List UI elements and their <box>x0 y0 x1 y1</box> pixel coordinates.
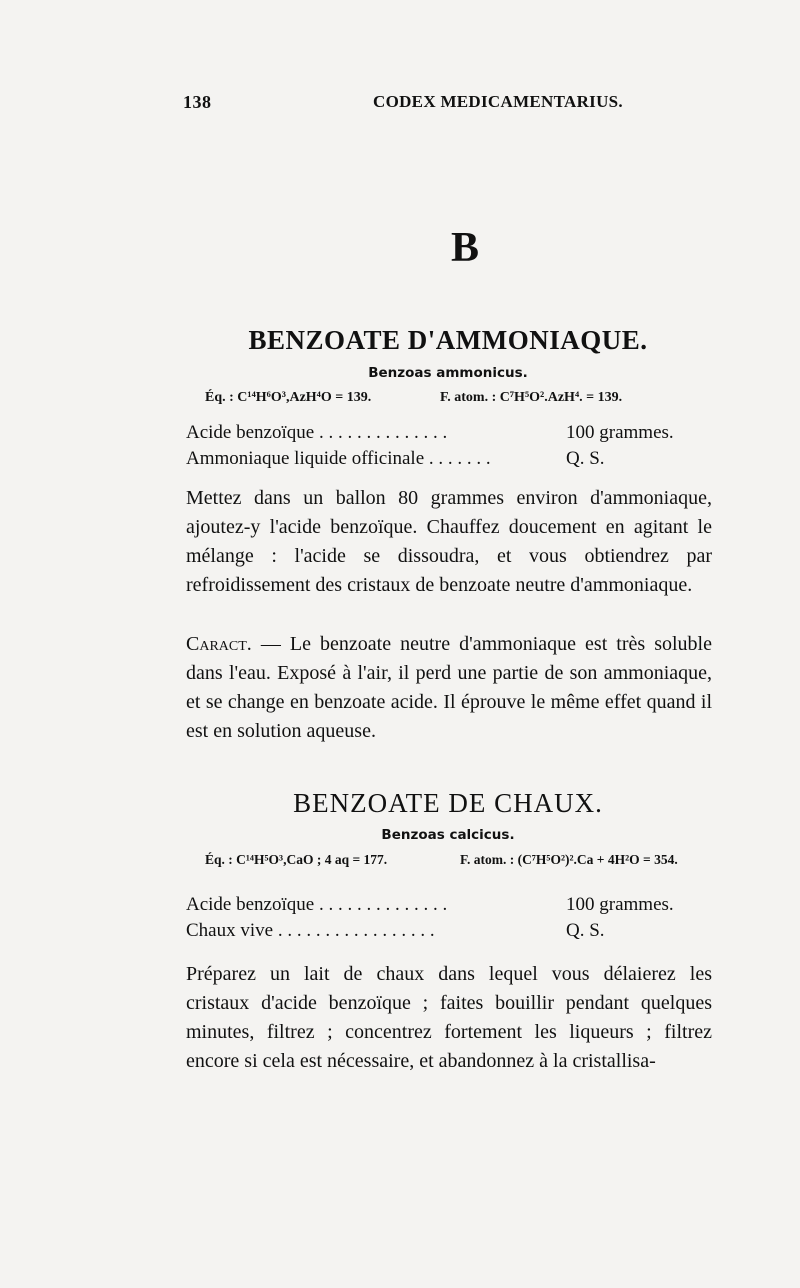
ingredient-name: Chaux vive . . . . . . . . . . . . . . . . . <box>186 920 435 941</box>
atomic-formula: F. atom. : C⁷H⁵O².AzH⁴. = 139. <box>440 390 623 405</box>
section-letter: B <box>450 225 479 271</box>
entry-latin-name: Benzoas calcicus. <box>381 827 515 843</box>
equivalent-formula: Éq. : C¹⁴H⁶O³,AzH⁴O = 139. <box>205 390 372 405</box>
preparation-paragraph <box>186 960 712 1076</box>
equivalent-formula: Éq. : C¹⁴H⁵O³,CaO ; 4 aq = 177. <box>205 852 388 867</box>
preparation-paragraph: Mettez dans un ballon 80 grammes environ d'ammoniaque, ajoutez-y l'acide benzoïque. Chauffez doucement en agitant le mélange : l'acide se dissoudra, et vous obtiendrez par refroidissement des cristaux de benzoate neutre d'ammoniaque. <box>186 487 712 596</box>
recipe-row <box>186 422 706 444</box>
recipe-row <box>186 920 706 942</box>
text-line: cristaux d'acide benzoïque ; faites bouillir pendant quelques <box>186 992 712 1014</box>
ingredient-amount: Q. S. <box>566 448 605 469</box>
chemical-formula <box>205 852 678 868</box>
ingredient-name: Acide benzoïque . . . . . . . . . . . . . . <box>186 422 448 443</box>
page-number: 138 <box>183 92 212 112</box>
entry-title-benzoate-chaux: BENZOATE DE CHAUX. <box>293 788 603 818</box>
ingredient-amount: Q. S. <box>566 920 605 941</box>
recipe-row <box>186 448 706 470</box>
ingredient-amount: 100 grammes. <box>566 422 674 443</box>
characteristics-paragraph <box>186 630 712 746</box>
entry-title-benzoate-ammoniaque: BENZOATE D'AMMONIAQUE. <box>248 325 648 355</box>
text-line: encore si cela est nécessaire, et abandonnez à la cristallisa- <box>186 1050 656 1072</box>
recipe-row <box>186 894 706 916</box>
running-title: CODEX MEDICAMENTARIUS. <box>373 92 623 111</box>
caract-label: Caract. <box>186 633 252 655</box>
chemical-formula <box>205 390 623 406</box>
entry-latin-name: Benzoas ammonicus. <box>368 365 528 381</box>
ingredient-amount: 100 grammes. <box>566 894 674 915</box>
atomic-formula: F. atom. : (C⁷H⁵O²)².Ca + 4H²O = 354. <box>460 852 678 867</box>
ingredient-name: Acide benzoïque . . . . . . . . . . . . . . <box>186 894 448 915</box>
caract-text: — Le benzoate neutre d'ammoniaque est très soluble dans l'eau. Exposé à l'air, il perd une partie de son ammoniaque, et se change en benzoate acide. Il éprouve le même effet quand il est en solution aqueuse. <box>186 633 712 742</box>
ingredient-name: Ammoniaque liquide officinale . . . . . . . <box>186 448 491 469</box>
text-line: minutes, filtrez ; concentrez fortement les liqueurs ; filtrez <box>186 1021 712 1043</box>
text-line: Préparez un lait de chaux dans lequel vous délaierez les <box>186 963 712 985</box>
page-header <box>183 92 712 116</box>
